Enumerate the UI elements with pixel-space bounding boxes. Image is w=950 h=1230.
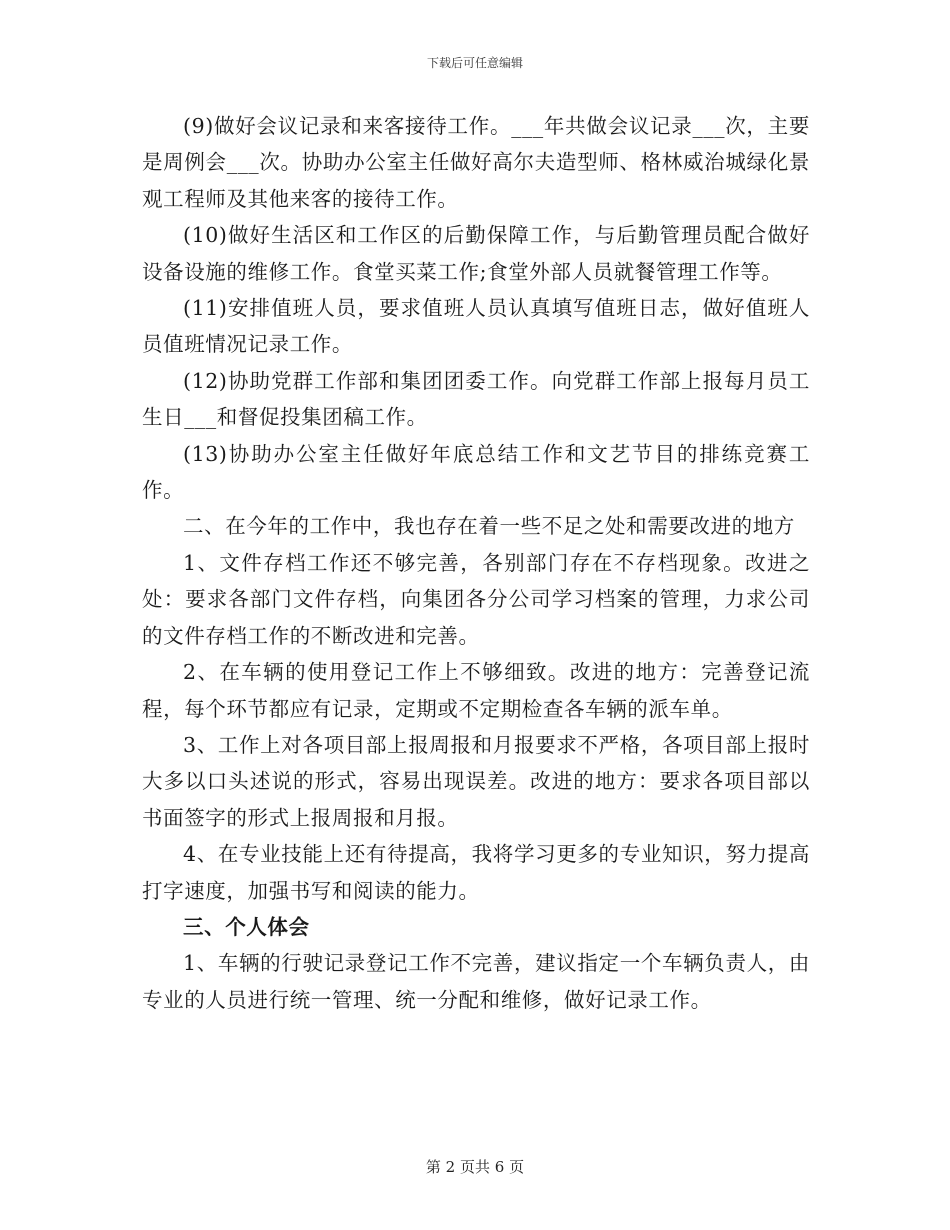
document-body	[142, 108, 810, 1018]
paragraph-item-12: (12)协助党群工作部和集团团委工作。向党群工作部上报每月员工生日___和督促投集团稿工作。	[142, 368, 810, 430]
page-footer: 第 2 页共 6 页	[425, 1158, 525, 1176]
paragraph-item-9: (9)做好会议记录和来客接待工作。___年共做会议记录___次，主要是周例会___次。协助办公室主任做好高尔夫造型师、格林威治城绿化景观工程师及其他来客的接待工作。	[142, 114, 810, 211]
paragraph-personal-1: 1、车辆的行驶记录登记工作不完善，建议指定一个车辆负责人，由专业的人员进行统一管理、统一分配和维修，做好记录工作。	[142, 951, 810, 1012]
paragraph-item-13: (13)协助办公室主任做好年底总结工作和文艺节目的排练竞赛工作。	[142, 441, 810, 503]
paragraph-improvement-2: 2、在车辆的使用登记工作上不够细致。改进的地方：完善登记流程，每个环节都应有记录，定期或不定期检查各车辆的派车单。	[142, 660, 810, 721]
paragraph-item-10: (10)做好生活区和工作区的后勤保障工作，与后勤管理员配合做好设备设施的维修工作。食堂买菜工作;食堂外部人员就餐管理工作等。	[142, 223, 810, 284]
paragraph-improvement-1: 1、文件存档工作还不够完善，各别部门存在不存档现象。改进之处：要求各部门文件存档，向集团各分公司学习档案的管理，力求公司的文件存档工作的不断改进和完善。	[142, 550, 810, 648]
section-heading-personal: 三、个人体会	[183, 914, 310, 939]
paragraph-item-11: (11)安排值班人员，要求值班人员认真填写值班日志，做好值班人员值班情况记录工作。	[142, 296, 810, 357]
paragraph-improvement-3: 3、工作上对各项目部上报周报和月报要求不严格，各项目部上报时大多以口头述说的形式，容易出现误差。改进的地方：要求各项目部以书面签字的形式上报周报和月报。	[142, 732, 810, 830]
paragraph-improvement-4: 4、在专业技能上还有待提高，我将学习更多的专业知识，努力提高打字速度，加强书写和阅读的能力。	[142, 842, 810, 903]
page-header: 下载后可任意编辑	[426, 56, 523, 70]
section-heading-shortcomings: 二、在今年的工作中，我也存在着一些不足之处和需要改进的地方	[183, 514, 795, 539]
